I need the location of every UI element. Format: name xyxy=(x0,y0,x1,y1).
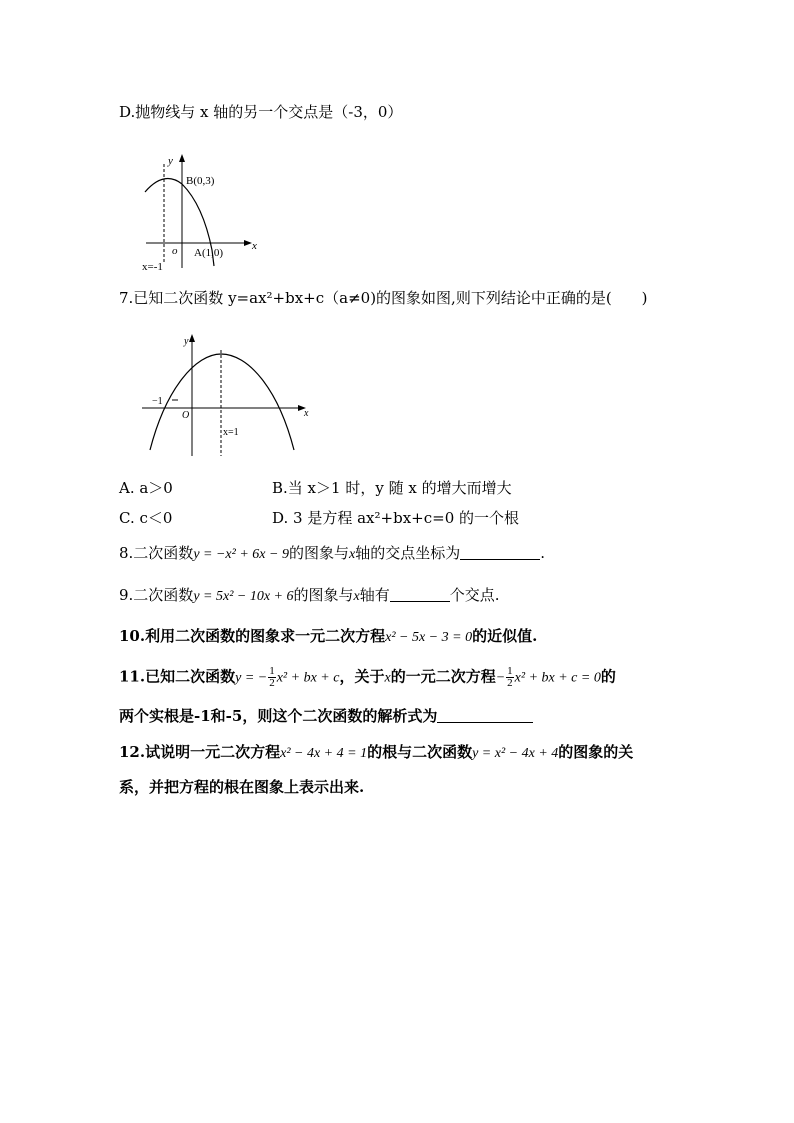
q10-suffix: 的近似值. xyxy=(472,627,538,645)
q7-option-b: B.当 x＞1 时，y 随 x 的增大而增大 xyxy=(272,479,512,497)
q8-prefix: 8.二次函数 xyxy=(119,544,194,562)
q11-eq-frac-den: 2 xyxy=(507,677,513,689)
q12-prefix: 12.试说明一元二次方程 xyxy=(119,743,281,761)
q11-y-tail: x² + bx + c xyxy=(276,670,340,686)
question-7-text: 7.已知二次函数 y=ax²+bx+c（a≠0)的图象如图,则下列结论中正确的是( ) xyxy=(119,289,648,307)
fig1-point-a-label: A(1,0) xyxy=(194,247,224,259)
fig2-axis-line-label: x=1 xyxy=(223,427,239,438)
q11-x-var: x xyxy=(384,670,391,686)
q11-y-head: y = − xyxy=(235,670,268,686)
q8-x-var: x xyxy=(348,547,356,562)
fig1-x-label: x xyxy=(252,240,257,252)
question-9 xyxy=(119,585,500,607)
q11-frac-num: 1 xyxy=(269,665,275,677)
fig2-origin-label: O xyxy=(182,410,190,421)
fig1-origin-label: o xyxy=(172,245,178,257)
q7-option-c: C. c＜0 xyxy=(119,509,173,527)
question-12 xyxy=(119,742,633,764)
q11-answer-blank[interactable] xyxy=(437,708,533,723)
fig1-point-b-label: B(0,3) xyxy=(186,175,215,187)
q9-x-var: x xyxy=(353,589,360,604)
q9-mid: 的图象与 xyxy=(293,586,354,604)
q7-option-d: D. 3 是方程 ax²+bx+c=0 的一个根 xyxy=(272,509,520,527)
q11-eq-head: − xyxy=(495,670,506,686)
q8-answer-blank[interactable] xyxy=(460,545,540,560)
q12-mid: 的根与二次函数 xyxy=(367,743,473,761)
question-11 xyxy=(119,666,616,689)
q9-end: 个交点. xyxy=(449,586,500,604)
option-d-text: D.抛物线与 x 轴的另一个交点是（-3，0） xyxy=(119,103,403,121)
q10-equation: x² − 5x − 3 = 0 xyxy=(385,630,473,645)
q8-mid: 的图象与 xyxy=(288,544,349,562)
fig2-root-label: −1 xyxy=(152,396,163,407)
fig1-axis-line-label: x=-1 xyxy=(142,261,163,273)
q11-frac-den: 2 xyxy=(269,677,275,689)
fig2-x-label: x xyxy=(304,408,309,419)
q8-function: y = −x² + 6x − 9 xyxy=(193,547,289,562)
q11-prefix: 11.已知二次函数 xyxy=(119,667,236,686)
question-10 xyxy=(119,626,537,648)
q8-end: . xyxy=(540,544,545,562)
q12-suffix: 的图象的关 xyxy=(558,743,634,761)
figure-1-parabola xyxy=(138,150,268,275)
fig1-y-label: y xyxy=(168,155,173,167)
figure-2-parabola xyxy=(138,328,313,460)
q11-line2-text: 两个实根是-1和-5，则这个二次函数的解析式为 xyxy=(119,707,438,725)
q12-function: y = x² − 4x + 4 xyxy=(472,746,559,761)
question-8 xyxy=(119,543,545,565)
q11-eq-frac-num: 1 xyxy=(507,665,513,677)
question-11-line-2 xyxy=(119,706,533,726)
q11-eq-label: 的一元二次方程 xyxy=(390,667,496,686)
q8-suffix: 轴的交点坐标为 xyxy=(355,544,461,562)
q9-function: y = 5x² − 10x + 6 xyxy=(193,589,294,604)
q9-prefix: 9.二次函数 xyxy=(119,586,194,604)
q11-about: ，关于 xyxy=(339,667,385,686)
q9-answer-blank[interactable] xyxy=(390,587,450,602)
q12-equation: x² − 4x + 4 = 1 xyxy=(280,746,368,761)
question-12-line-2: 系，并把方程的根在图象上表示出来. xyxy=(119,778,365,796)
q9-suffix: 轴有 xyxy=(359,586,390,604)
fig2-y-label: y xyxy=(184,336,189,347)
q11-eq-fraction xyxy=(506,666,514,689)
q11-eq-tail: x² + bx + c = 0 xyxy=(514,670,601,686)
q7-option-a: A. a＞0 xyxy=(119,479,173,497)
q10-prefix: 10.利用二次函数的图象求一元二次方程 xyxy=(119,627,386,645)
q11-de: 的 xyxy=(600,667,616,686)
q11-fraction xyxy=(268,666,276,689)
